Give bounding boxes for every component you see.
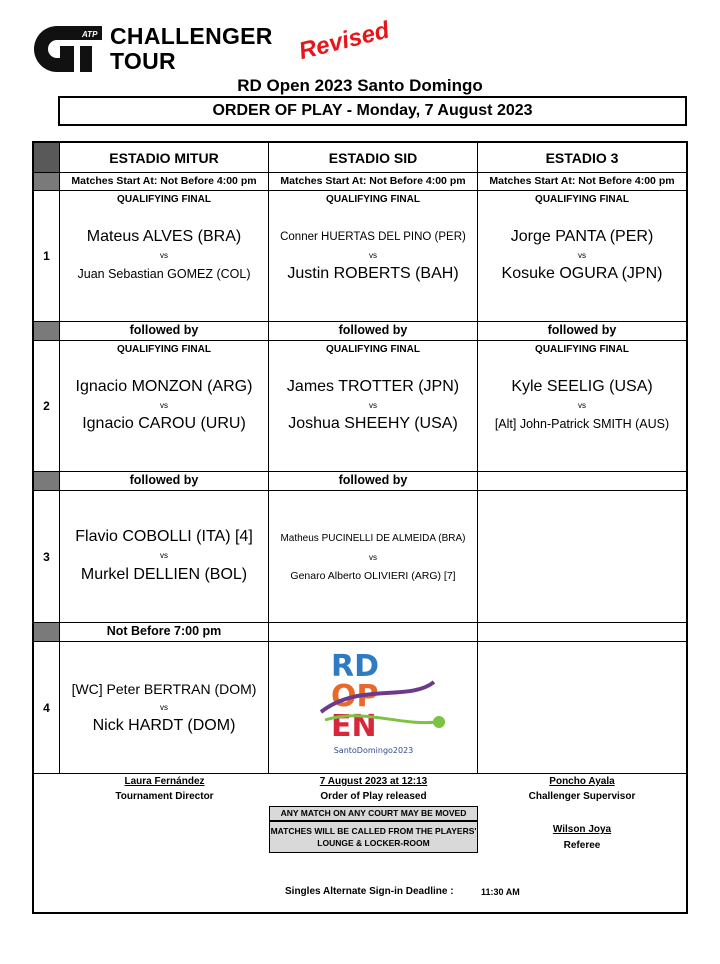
match-number-3: 3 — [34, 491, 60, 623]
atp-tennis-logo-icon — [32, 24, 104, 74]
followed-by-label: followed by — [269, 472, 478, 491]
round-label: QUALIFYING FINAL — [535, 344, 629, 355]
player-2: Ignacio CAROU (URU) — [82, 415, 246, 432]
player-1: Kyle SEELIG (USA) — [511, 378, 653, 395]
vs-label: vs — [160, 703, 168, 712]
match-cell — [269, 491, 478, 623]
player-2: [Alt] John-Patrick SMITH (AUS) — [494, 417, 670, 431]
match-cell — [60, 191, 269, 322]
row-marker — [34, 623, 60, 642]
footer — [32, 774, 688, 914]
match-cell — [60, 491, 269, 623]
followed-by-label: followed by — [269, 322, 478, 341]
round-label: QUALIFYING FINAL — [326, 194, 420, 205]
logo-letters-rd: RD — [331, 649, 380, 684]
referee-name: Wilson Joya — [552, 824, 612, 835]
player-1: Flavio COBOLLI (ITA) [4] — [75, 528, 253, 545]
player-1: Jorge PANTA (PER) — [510, 228, 654, 245]
player-2: Genaro Alberto OLIVIERI (ARG) [7] — [290, 570, 456, 582]
empty-label — [269, 623, 478, 642]
supervisor-title: Challenger Supervisor — [528, 791, 636, 802]
atp-mark: ATP — [82, 30, 98, 39]
supervisor-name: Poncho Ayala — [549, 776, 615, 787]
vs-label: vs — [578, 251, 586, 260]
match-cell — [269, 191, 478, 322]
vs-label: vs — [369, 251, 377, 260]
court-header-1: ESTADIO MITUR — [60, 143, 269, 173]
vs-label: vs — [578, 401, 586, 410]
vs-label: vs — [369, 553, 377, 562]
empty-match-cell — [478, 491, 686, 623]
director-title: Tournament Director — [115, 791, 214, 802]
signin-label: Singles Alternate Sign-in Deadline : — [285, 886, 454, 897]
rd-open-logo-icon — [269, 642, 478, 774]
court-header-3: ESTADIO 3 — [478, 143, 686, 173]
player-2: Juan Sebastian GOMEZ (COL) — [77, 267, 251, 281]
notice-called: MATCHES WILL BE CALLED FROM THE PLAYERS' LOUNGE & LOCKER-ROOM — [269, 821, 478, 853]
vs-label: vs — [160, 551, 168, 560]
player-2: Kosuke OGURA (JPN) — [501, 265, 663, 282]
row-marker — [34, 173, 60, 191]
challenger-tour-logo — [32, 24, 272, 74]
director-name: Laura Fernández — [124, 776, 205, 787]
match-cell — [269, 341, 478, 472]
round-label: QUALIFYING FINAL — [117, 194, 211, 205]
player-2: Justin ROBERTS (BAH) — [287, 265, 459, 282]
round-label: QUALIFYING FINAL — [326, 344, 420, 355]
logo-letters-en: EN — [331, 709, 377, 744]
vs-label: vs — [369, 401, 377, 410]
match-cell — [60, 642, 269, 774]
vs-label: vs — [160, 251, 168, 260]
logo-letters-op: OP — [331, 679, 379, 714]
event-title: RD Open 2023 Santo Domingo — [237, 76, 483, 95]
schedule-grid — [32, 141, 688, 774]
empty-match-cell — [478, 642, 686, 774]
followed-by-label: followed by — [60, 322, 269, 341]
signin-time: 11:30 AM — [481, 887, 520, 897]
player-1: Ignacio MONZON (ARG) — [75, 378, 253, 395]
player-1: James TROTTER (JPN) — [286, 378, 460, 395]
corner-marker — [34, 143, 60, 173]
brand-line-2: TOUR — [110, 48, 176, 74]
match-cell — [478, 191, 686, 322]
empty-label — [478, 623, 686, 642]
logo-caption: SantoDomingo2023 — [333, 746, 414, 755]
round-label: QUALIFYING FINAL — [117, 344, 211, 355]
released-date: 7 August 2023 at 12:13 — [319, 776, 428, 787]
released-label: Order of Play released — [320, 791, 427, 802]
player-1: [WC] Peter BERTRAN (DOM) — [71, 681, 257, 697]
followed-by-label: followed by — [60, 472, 269, 491]
player-1: Matheus PUCINELLI DE ALMEIDA (BRA) — [280, 533, 466, 544]
start-time-1: Matches Start At: Not Before 4:00 pm — [60, 173, 269, 191]
followed-by-label: followed by — [478, 322, 686, 341]
player-2: Joshua SHEEHY (USA) — [288, 415, 458, 432]
notice-moved: ANY MATCH ON ANY COURT MAY BE MOVED — [269, 806, 478, 821]
match-number-4: 4 — [34, 642, 60, 774]
empty-label — [478, 472, 686, 491]
vs-label: vs — [160, 401, 168, 410]
court-header-2: ESTADIO SID — [269, 143, 478, 173]
player-2: Murkel DELLIEN (BOL) — [80, 566, 248, 583]
match-number-2: 2 — [34, 341, 60, 472]
row-marker — [34, 472, 60, 491]
brand-line-1: CHALLENGER — [110, 23, 273, 49]
player-1: Mateus ALVES (BRA) — [86, 228, 242, 245]
order-of-play-title: ORDER OF PLAY - Monday, 7 August 2023 — [58, 96, 687, 126]
revised-stamp: Revised — [296, 16, 393, 66]
not-before-label: Not Before 7:00 pm — [60, 623, 269, 642]
round-label: QUALIFYING FINAL — [535, 194, 629, 205]
row-marker — [34, 322, 60, 341]
event-logo-cell — [269, 642, 478, 774]
start-time-3: Matches Start At: Not Before 4:00 pm — [478, 173, 686, 191]
referee-title: Referee — [563, 840, 601, 851]
match-cell — [478, 341, 686, 472]
player-2: Nick HARDT (DOM) — [92, 717, 236, 734]
start-time-2: Matches Start At: Not Before 4:00 pm — [269, 173, 478, 191]
match-number-1: 1 — [34, 191, 60, 322]
player-1: Conner HUERTAS DEL PINO (PER) — [280, 231, 466, 243]
match-cell — [60, 341, 269, 472]
